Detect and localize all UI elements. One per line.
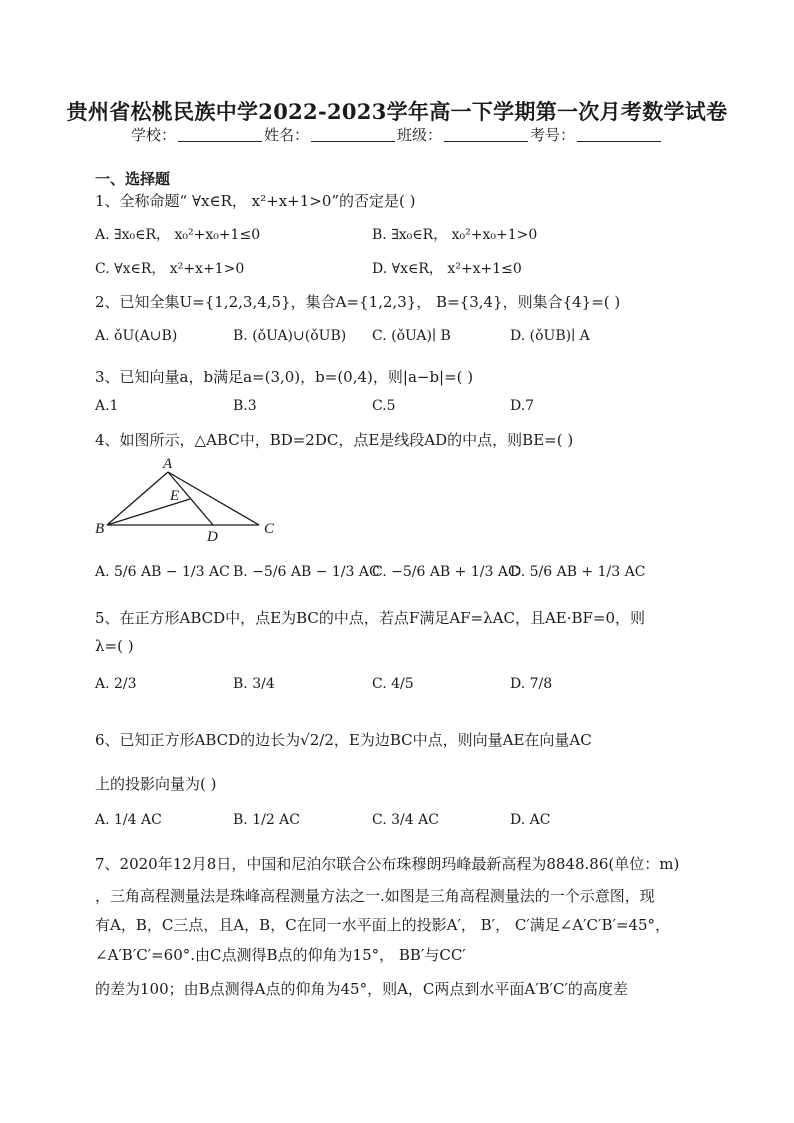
exam-no-blank [577, 127, 661, 142]
q4-option-d: D. 5/6 AB + 1/3 AC [510, 564, 646, 580]
vertex-label-b: B [95, 521, 105, 537]
school-blank [178, 127, 262, 142]
q5-option-b: B. 3/4 [233, 676, 275, 692]
section-heading: 一、选择题 [95, 170, 171, 188]
vertex-label-a: A [163, 456, 173, 472]
side-ab [107, 472, 168, 525]
question-4-stem: 4、如图所示，△ABC中，BD=2DC，点E是线段AD的中点，则BE=( ) [95, 431, 574, 449]
q4-option-b: B. −5/6 AB − 1/3 AC [233, 564, 380, 580]
question-2-stem: 2、已知全集U={1,2,3,4,5}，集合A={1,2,3}， B={3,4}，则集合{4}=( ) [95, 293, 621, 311]
q4-option-a: A. 5/6 AB − 1/3 AC [95, 564, 230, 580]
point-label-e: E [170, 488, 180, 504]
q5-option-c: C. 4/5 [372, 676, 414, 692]
q3-option-c: C.5 [372, 398, 396, 414]
q5-option-a: A. 2/3 [95, 676, 137, 692]
question-7-line-1: 7、2020年12月8日，中国和尼泊尔联合公布珠穆朗玛峰最新高程为8848.86(单位：m) [95, 855, 680, 873]
point-label-d: D [207, 529, 218, 545]
q2-option-d: D. (ǒUB)∣ A [510, 328, 590, 344]
triangle-figure [92, 455, 312, 545]
question-6-stem: 6、已知正方形ABCD的边长为√2/2，E为边BC中点，则向量AE在向量AC [95, 731, 592, 749]
question-7-line-3: 有A，B，C三点，且A，B，C在同一水平面上的投影A′， B′， C′满足∠A′C′B′=45°， [95, 916, 671, 934]
q4-option-c: C. −5/6 AB + 1/3 AC [372, 564, 519, 580]
q6-option-a: A. 1/4 AC [95, 812, 162, 828]
name-label: 姓名： [263, 126, 309, 144]
q2-option-a: A. ǒU(A∪B) [95, 328, 178, 344]
question-3-stem: 3、已知向量a，b满足a=(3,0)，b=(0,4)，则|a−b|=( ) [95, 368, 474, 386]
question-7-line-4: ∠A′B′C′=60°.由C点测得B点的仰角为15°， BB′与CC′ [95, 946, 466, 964]
q5-option-d: D. 7/8 [510, 676, 553, 692]
class-label: 班级： [397, 126, 443, 144]
school-label: 学校： [130, 126, 176, 144]
q3-option-a: A.1 [95, 398, 119, 414]
q6-option-b: B. 1/2 AC [233, 812, 300, 828]
student-info [0, 124, 794, 145]
name-blank [311, 127, 395, 142]
q2-option-c: C. (ǒUA)∣ B [372, 328, 451, 344]
exam-no-label: 考号： [530, 126, 576, 144]
q6-option-d: D. AC [510, 812, 551, 828]
class-blank [444, 127, 528, 142]
q1-option-d: D. ∀x∈R， x²+x+1≤0 [372, 261, 522, 277]
q1-option-c: C. ∀x∈R， x²+x+1>0 [95, 261, 245, 277]
q3-option-b: B.3 [233, 398, 257, 414]
question-5-stem: 5、在正方形ABCD中，点E为BC的中点，若点F满足AF=λAC，且AE·BF=0，则 [95, 609, 646, 627]
exam-title: 贵州省松桃民族中学2022-2023学年高一下学期第一次月考数学试卷 [66, 99, 728, 124]
question-1-stem: 1、全称命题“ ∀x∈R， x²+x+1>0”的否定是( ) [95, 192, 416, 210]
q1-option-b: B. ∃x₀∈R， x₀²+x₀+1>0 [372, 227, 538, 243]
q1-option-a: A. ∃x₀∈R， x₀²+x₀+1≤0 [95, 227, 261, 243]
question-6-stem-cont: 上的投影向量为( ) [95, 775, 217, 793]
q3-option-d: D.7 [510, 398, 535, 414]
q6-option-c: C. 3/4 AC [372, 812, 439, 828]
vertex-label-c: C [264, 521, 275, 537]
question-7-line-2: ，三角高程测量法是珠峰高程测量方法之一.如图是三角高程测量法的一个示意图，现 [95, 887, 655, 905]
side-ac [168, 472, 259, 525]
question-5-stem-cont: λ=( ) [95, 637, 134, 655]
q2-option-b: B. (ǒUA)∪(ǒUB) [233, 328, 347, 344]
question-7-line-5: 的差为100；由B点测得A点的仰角为45°，则A，C两点到水平面A′B′C′的高度差 [95, 980, 628, 998]
